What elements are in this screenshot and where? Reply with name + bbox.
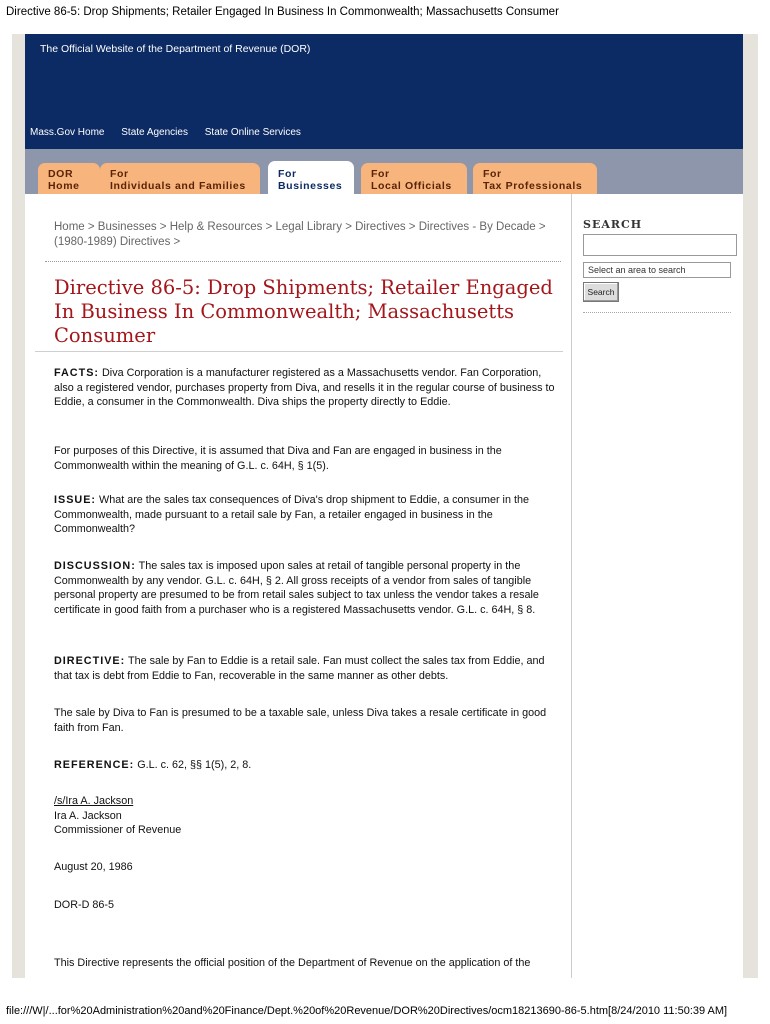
breadcrumb-help-resources[interactable]: Help & Resources [169,221,263,233]
tab-individuals-families[interactable] [100,163,260,194]
breadcrumb [54,220,550,250]
directive-text: The sale by Fan to Eddie is a retail sale. Fan must collect the sales tax from Eddie, and that tax is debt from Eddie to Fan, recoverable in the same manner as other debts. [54,655,545,682]
reference-paragraph [54,758,564,773]
directive-date: August 20, 1986 [54,861,133,873]
breadcrumb-sep: > [342,221,356,233]
breadcrumb-directives-by-decade[interactable]: Directives - By Decade [418,221,536,233]
closing-paragraph: This Directive represents the official position of the Department of Revenue on the application of the [54,957,531,969]
util-link-state-online-services[interactable]: State Online Services [204,127,301,138]
page-frame [12,34,758,978]
tab-label-line1: For [483,168,502,180]
issue-label: ISSUE: [54,494,96,506]
breadcrumb-sep: > [156,221,170,233]
page-title: Directive 86-5: Drop Shipments; Retailer Engaged In Business In Commonwealth; Massachusetts Consumer [54,276,553,347]
breadcrumb-sep: > [535,221,546,233]
directive-label: DIRECTIVE: [54,655,126,667]
tab-label-line1: For [371,168,390,180]
facts-text: Diva Corporation is a manufacturer registered as a Massachusetts vendor. Fan Corporation, also a registered vendor, purchases property from Diva, and resells it in the regular course of business to Eddie, a consumer in the Commonwealth. Diva ships the property directly to Eddie. [54,367,555,409]
issue-text: What are the sales tax consequences of Diva's drop shipment to Eddie, a consumer in the Commonwealth, made pursuant to a retail sale by Fan, a retailer engaged in business in the Commonwealth? [54,494,529,536]
breadcrumb-sep: > [262,221,276,233]
util-link-massgov-home[interactable]: Mass.Gov Home [30,127,105,138]
breadcrumb-sep: > [405,221,419,233]
signature-line: /s/Ira A. Jackson [54,795,134,807]
reference-text: G.L. c. 62, §§ 1(5), 2, 8. [137,759,252,771]
audience-tabs [25,149,743,194]
discussion-text: The sales tax is imposed upon sales at retail of tangible personal property in the Commonwealth by any vendor. G.L. c. 64H, § 2. All gross receipts of a vendor from sales of tangible personal property are presumed to be from retail sales subject to tax unless the vendor takes a resale certificate in good faith from a purchaser who is a registered Massachusetts vendor. G.L. c. 64H, § 8. [54,560,539,616]
search-button[interactable]: Search [583,282,619,302]
print-footer-url: file:///W|/...for%20Administration%20and%20Finance/Dept.%20of%20Revenue/DOR%20Directives/ocm18213690-86-5.htm[8/24/2010 11:50:39 AM] [6,1005,728,1017]
tab-businesses[interactable] [268,161,354,194]
breadcrumb-legal-library[interactable]: Legal Library [275,221,342,233]
content-area [25,194,743,978]
breadcrumb-directives[interactable]: Directives [355,221,406,233]
tab-label-line2: Local Officials [371,180,452,192]
search-area-select[interactable]: Select an area to search [583,262,731,278]
tab-tax-professionals[interactable] [473,163,597,194]
discussion-label: DISCUSSION: [54,560,136,572]
signature-block [54,794,564,838]
signatory-name: Ira A. Jackson [54,809,122,822]
diva-sale-paragraph: The sale by Diva to Fan is presumed to be a taxable sale, unless Diva takes a resale certificate in good faith from Fan. [54,707,547,734]
purposes-paragraph: For purposes of this Directive, it is assumed that Diva and Fan are engaged in business in the Commonwealth within the meaning of G.L. c. 64H, § 1(5). [54,445,502,472]
breadcrumb-home[interactable]: Home [54,221,85,233]
breadcrumb-divider [45,261,561,262]
tab-label-line1: For [110,168,129,180]
tab-label-line1: DOR [48,168,74,180]
directive-id: DOR-D 86-5 [54,899,114,911]
main-column [35,204,561,978]
breadcrumb-sep: > [84,221,98,233]
tab-label-line2: Home [48,180,80,192]
tab-dor-home[interactable] [38,163,100,194]
breadcrumb-sep: > [170,236,181,248]
tab-label-line2: Businesses [278,180,343,192]
tab-label-line1: For [278,168,297,180]
sidebar-divider [583,312,731,313]
reference-label: REFERENCE: [54,759,135,771]
issue-paragraph [54,493,564,537]
search-sidebar [571,194,744,978]
tab-label-line2: Tax Professionals [483,180,583,192]
search-input[interactable] [583,234,737,256]
directive-paragraph [54,654,564,683]
discussion-paragraph [54,559,564,617]
utility-nav [30,127,315,138]
site-title[interactable]: The Official Website of the Department of Revenue (DOR) [40,43,311,55]
signatory-role: Commissioner of Revenue [54,824,182,837]
breadcrumb-1980-1989-directives[interactable]: (1980-1989) Directives [54,236,171,248]
title-divider [35,351,563,352]
search-heading: SEARCH [583,218,643,231]
print-header: Directive 86-5: Drop Shipments; Retailer Engaged In Business In Commonwealth; Massachusetts Consumer [6,6,559,18]
site-banner [25,34,743,149]
tab-local-officials[interactable] [361,163,467,194]
util-link-state-agencies[interactable]: State Agencies [121,127,188,138]
facts-label: FACTS: [54,367,99,379]
breadcrumb-businesses[interactable]: Businesses [97,221,157,233]
tab-label-line2: Individuals and Families [110,180,246,192]
facts-paragraph [54,366,564,410]
